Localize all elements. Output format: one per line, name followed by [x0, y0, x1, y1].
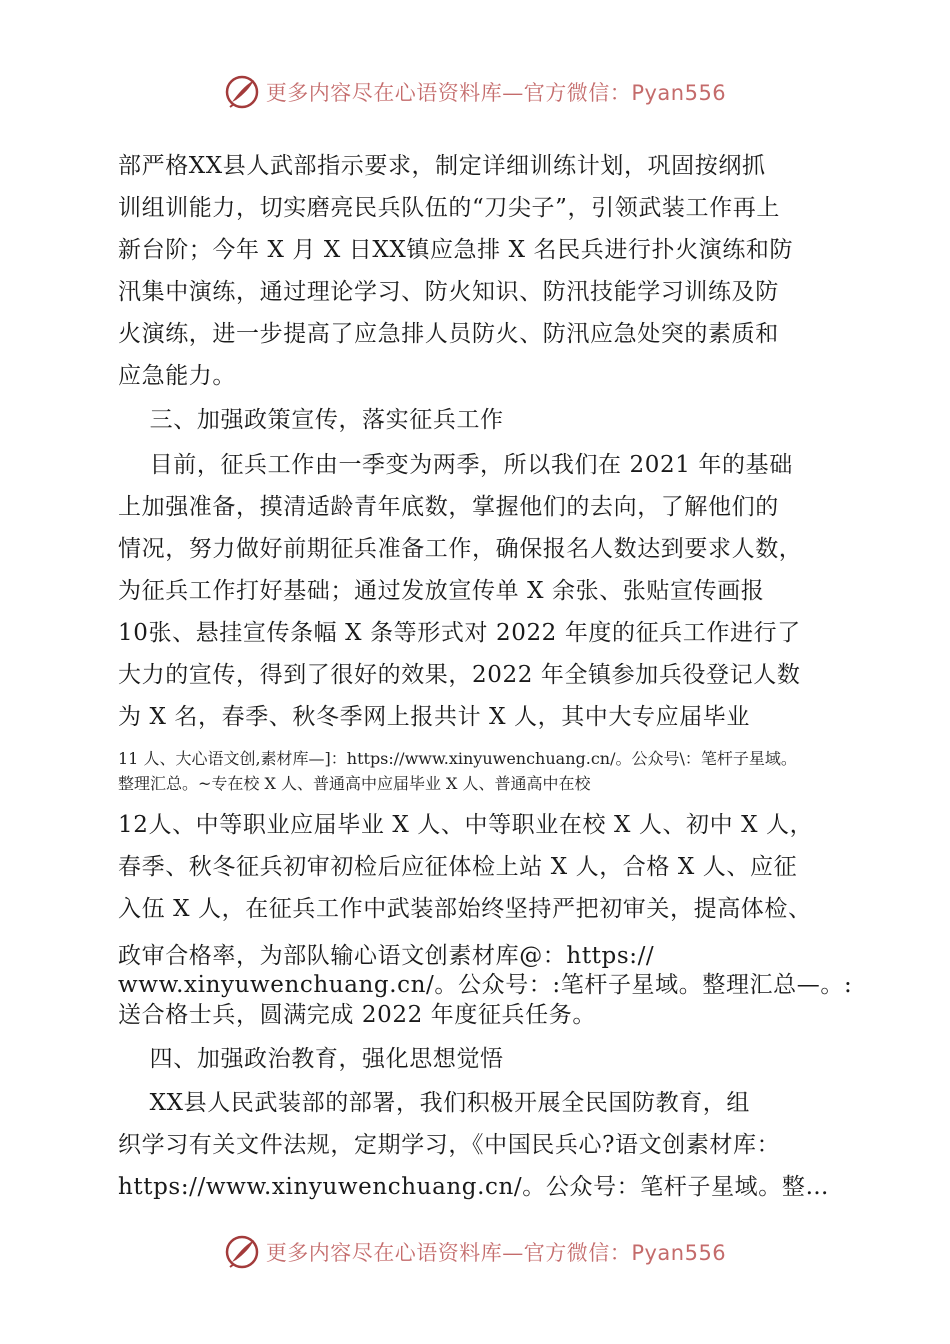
text-line: 训组训能力，切实磨亮民兵队伍的“刀尖子”，引领武装工作再上: [118, 195, 780, 221]
quill-logo-icon: [224, 74, 260, 110]
inserted-note: 整理汇总。~专在校 X 人、普通高中应届毕业 X 人、普通高中在校: [118, 774, 591, 793]
wechat-id: Pyan556: [631, 81, 727, 105]
text-line: XX县人民武装部的部署，我们积极开展全民国防教育，组: [118, 1090, 750, 1116]
text-line: 为征兵工作打好基础；通过发放宣传单 X 余张、张贴宣传画报: [118, 578, 765, 604]
text-line: 上加强准备，摸清适龄青年底数，掌握他们的去向，了解他们的: [118, 494, 779, 520]
banner-text: 更多内容尽在心语资料库—官方微信：Pyan556: [265, 81, 727, 105]
text-line: 政审合格率，为部队输心语文创素材库@：https://: [118, 943, 655, 969]
text-line: 新台阶；今年 X 月 X 日XX镇应急排 X 名民兵进行扑火演练和防: [118, 237, 794, 263]
text-line: 送合格士兵，圆满完成 2022 年度征兵任务。: [118, 1002, 596, 1028]
text-line: 织学习有关文件法规，定期学习，《中国民兵心?语文创素材库：: [118, 1132, 781, 1158]
wechat-id: Pyan556: [631, 1241, 727, 1265]
text-line: https://www.xinyuwenchuang.cn/。公众号：笔杆子星域。整…: [118, 1174, 830, 1200]
header-watermark: [0, 72, 950, 112]
quill-logo-icon: [224, 1234, 260, 1270]
text-line: 大力的宣传，得到了很好的效果，2022 年全镇参加兵役登记人数: [118, 662, 801, 688]
text-line: 为 X 名，春季、秋冬季网上报共计 X 人，其中大专应届毕业: [118, 704, 750, 730]
text-line: www.xinyuwenchuang.cn/。公众号：:笔杆子星域。整理汇总—。:: [118, 972, 853, 998]
section-heading: 四、加强政治教育，强化思想觉悟: [118, 1046, 504, 1072]
text-line: 12人、中等职业应届毕业 X 人、中等职业在校 X 人、初中 X 人，: [118, 812, 814, 838]
text-line: 应急能力。: [118, 363, 236, 389]
text-line: 汛集中演练，通过理论学习、防火知识、防汛技能学习训练及防: [118, 279, 779, 305]
banner-text: 更多内容尽在心语资料库—官方微信：Pyan556: [265, 1241, 727, 1265]
text-line: 春季、秋冬征兵初审初检后应征体检上站 X 人，合格 X 人、应征: [118, 854, 798, 880]
text-line: 10张、悬挂宣传条幅 X 条等形式对 2022 年度的征兵工作进行了: [118, 620, 801, 646]
text-line: 情况，努力做好前期征兵准备工作，确保报名人数达到要求人数，: [118, 536, 803, 562]
text-line: 入伍 X 人，在征兵工作中武装部始终坚持严把初审关，提高体检、: [118, 896, 812, 922]
text-line: 目前，征兵工作由一季变为两季，所以我们在 2021 年的基础: [118, 452, 793, 478]
section-heading: 三、加强政策宣传，落实征兵工作: [118, 407, 504, 433]
inserted-note: 11 人、大心语文创,素材库—]：https://www.xinyuwenchuang.cn/。公众号\：笔杆子星域。: [118, 749, 797, 768]
footer-watermark: [0, 1232, 950, 1272]
text-line: 火演练，进一步提高了应急排人员防火、防汛应急处突的素质和: [118, 321, 779, 347]
text-line: 部严格XX县人武部指示要求，制定详细训练计划，巩固按纲抓: [118, 153, 766, 179]
